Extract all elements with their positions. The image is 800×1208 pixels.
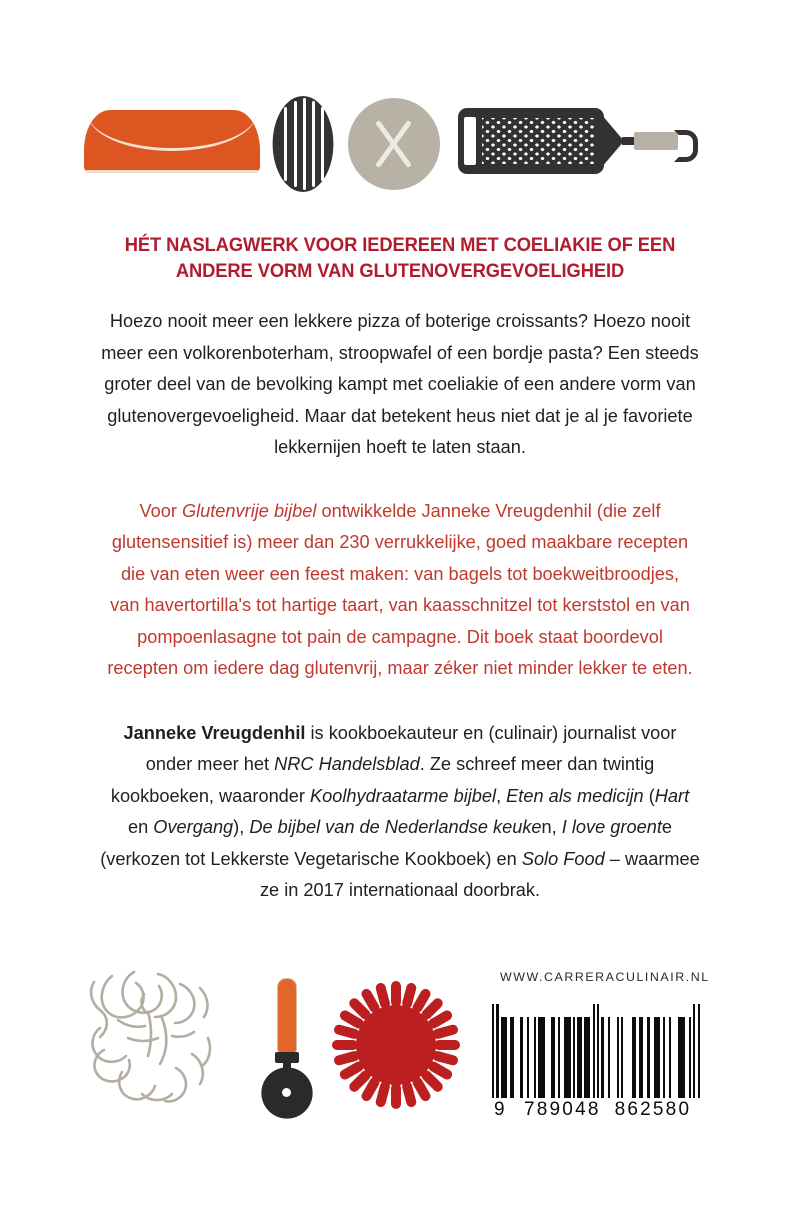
book-title-1: Koolhydraatarme bijbel [310, 785, 497, 806]
grater-hook [674, 130, 698, 162]
book-title-5: De bijbel van de Nederlandse keuke [249, 817, 542, 837]
book-title-7: Solo Food [521, 848, 605, 869]
pitch-text-rest: ontwikkelde Janneke Vreugdenhil (die zelf glutensensitief is) meer dan 230 verrukkelijke, goed maakbare recepten die van eten weer een feest maken: van bagels tot boekweitbroodjes, van havertortilla's tot hartige taart, van kaasschnitzel tot kerststol en van pompoenlasagne tot pain de campagne. Dit boek staat boordevol recepten om iedere dag glutenvrij, maar zéker niet minder lekker te eten. [107, 500, 693, 678]
barcode-bars [492, 1004, 700, 1098]
loaf-baseline [86, 170, 258, 173]
cutter-handle [277, 978, 297, 1054]
grater-handle [634, 132, 678, 150]
publisher-website: WWW.CARRERACULINAIR.NL [500, 970, 710, 984]
cover-copy [96, 232, 704, 907]
cocoa-seed-icon [272, 96, 334, 192]
cutter-ferrule [275, 1052, 299, 1063]
book-title-6: I love groent [561, 817, 662, 837]
seed-rib [294, 101, 297, 187]
top-icon-strip [0, 92, 800, 196]
bio-t4: ( [643, 785, 655, 806]
bio-t6: ), [233, 817, 250, 837]
roll-score-mark [370, 118, 418, 170]
bio-t5: en [128, 817, 154, 837]
book-title-3: Hart [654, 785, 690, 806]
grater-tip [596, 108, 624, 174]
bio-t2: . Ze schreef meer dan twintig kookboeken, waaronder [110, 754, 655, 806]
book-title-4: Overgang [153, 817, 234, 837]
cutter-axle [282, 1088, 291, 1097]
barcode-group-right: 862580 [614, 1099, 692, 1120]
book-title-glutenvrije-bijbel: Glutenvrije bijbel [181, 500, 317, 521]
publication-nrc: NRC Handelsblad [274, 754, 420, 774]
barcode-digits [492, 1099, 700, 1121]
intro-paragraph: Hoezo nooit meer een lekkere pizza of boterige croissants? Hoezo nooit meer een volkorenboterham, stroopwafel of een bordje pasta? Een steeds groter deel van de bevolking kampt met coeliakie of een andere vorm van glutenovergevoeligheid. Maar dat betekent heus niet dat je al je favoriete lekkernijen hoeft te laten staan. [101, 311, 699, 457]
seed-rib [284, 107, 287, 181]
noodle-tangle-icon [84, 968, 220, 1108]
bio-t3: , [496, 785, 507, 806]
bio-t1: is kookboekauteur en (culinair) journalist voor onder meer het [145, 722, 677, 774]
book-title-2: Eten als medicijn [506, 785, 644, 806]
footer-strip [0, 960, 800, 1150]
grater-icon [458, 108, 688, 176]
author-bio-paragraph [96, 718, 704, 907]
author-name: Janneke Vreugdenhil [123, 722, 306, 743]
barcode [492, 1004, 700, 1121]
grater-window [464, 117, 476, 165]
bio-t9: – waarmee ze in 2017 internationaal doorbrak. [259, 848, 700, 900]
bio-t8: e (verkozen tot Lekkerste Vegetarische Kookboek) en [100, 817, 672, 869]
grater-holes [482, 118, 594, 164]
bread-loaf-icon [84, 110, 260, 174]
seed-rib [321, 107, 324, 181]
bio-t7: n, [541, 817, 562, 837]
pastry-cutter-icon [255, 978, 327, 1110]
barcode-group-left: 789048 [524, 1099, 601, 1120]
seed-rib [303, 98, 306, 190]
seed-rib [312, 101, 315, 187]
pitch-paragraph [96, 496, 704, 685]
page-title: HÉT NASLAGWERK VOOR IEDEREEN MET COELIAKIE OF EEN ANDERE VORM VAN GLUTENOVERGEVOELIGHEID [124, 234, 676, 282]
pitch-text-lead: Voor [139, 500, 182, 521]
barcode-lead-digit: 9 [494, 1099, 506, 1120]
scored-roll-icon [348, 98, 440, 190]
sun-tomato-icon [318, 980, 474, 1110]
